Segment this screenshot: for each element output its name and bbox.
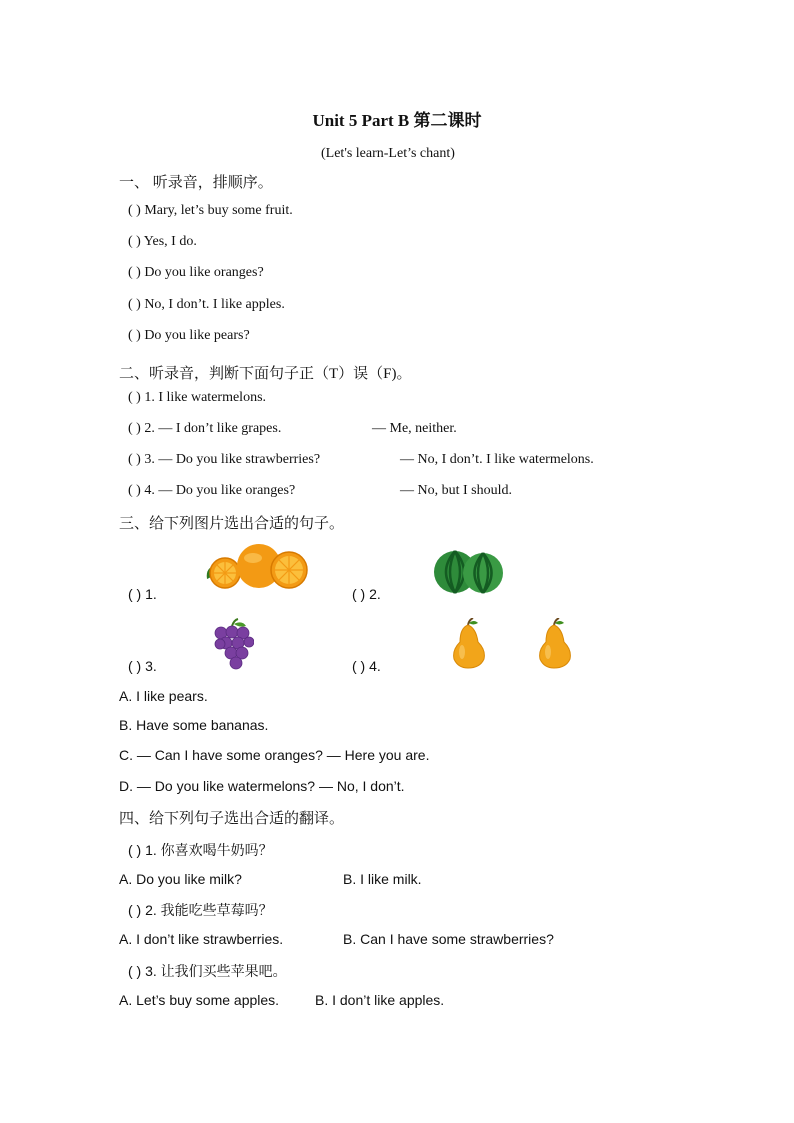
section2-question: ( ) 3. — Do you like strawberries? [128, 452, 321, 467]
translation-option-a: A. Let’s buy some apples. [119, 992, 280, 1008]
section2-question: ( ) 2. — I don’t like grapes. [128, 421, 282, 436]
page-title: Unit 5 Part B 第二课时 [312, 111, 482, 130]
picture-question-label: ( ) 3. [128, 658, 157, 674]
watermelons-icon [433, 549, 505, 595]
translation-question: ( ) 3. 让我们买些苹果吧。 [128, 963, 287, 979]
pears-icon [448, 618, 580, 670]
picture-question-label: ( ) 1. [128, 586, 157, 602]
translation-option-b: B. I don’t like apples. [315, 992, 445, 1008]
section4-heading: 四、给下列句子选出合适的翻译。 [119, 811, 345, 827]
grapes-icon [212, 618, 254, 670]
option-a: A. I like pears. [119, 688, 208, 704]
section2-heading: 二、听录音，判断下面句子正（T）误（F)。 [119, 366, 412, 382]
oranges-icon [203, 541, 309, 591]
option-c: C. — Can I have some oranges? — Here you are. [119, 747, 430, 763]
section1-item: ( ) Do you like oranges? [128, 265, 264, 280]
section1-item: ( ) Do you like pears? [128, 328, 250, 343]
translation-question: ( ) 2. 我能吃些草莓吗？ [128, 902, 273, 918]
translation-option-b: B. Can I have some strawberries? [343, 931, 554, 947]
section2-answer: — Me, neither. [372, 421, 457, 436]
translation-option-b: B. I like milk. [343, 871, 422, 887]
option-d: D. — Do you like watermelons? — No, I don’t. [119, 778, 405, 794]
section1-item: ( ) Yes, I do. [128, 234, 197, 249]
section2-answer: — No, but I should. [400, 483, 512, 498]
section3-heading: 三、给下列图片选出合适的句子。 [119, 516, 345, 532]
page-subtitle: (Let's learn-Let’s chant) [321, 146, 455, 161]
section2-question: ( ) 4. — Do you like oranges? [128, 483, 296, 498]
translation-option-a: A. Do you like milk? [119, 871, 242, 887]
picture-question-label: ( ) 2. [352, 586, 381, 602]
section1-heading: 一、 听录音，排顺序。 [119, 175, 273, 191]
option-b: B. Have some bananas. [119, 717, 269, 733]
section2-question: ( ) 1. I like watermelons. [128, 390, 267, 405]
picture-question-label: ( ) 4. [352, 658, 381, 674]
section1-item: ( ) Mary, let’s buy some fruit. [128, 203, 293, 218]
translation-question: ( ) 1. 你喜欢喝牛奶吗？ [128, 842, 273, 858]
section2-answer: — No, I don’t. I like watermelons. [400, 452, 594, 467]
translation-option-a: A. I don’t like strawberries. [119, 931, 284, 947]
section1-item: ( ) No, I don’t. I like apples. [128, 297, 285, 312]
